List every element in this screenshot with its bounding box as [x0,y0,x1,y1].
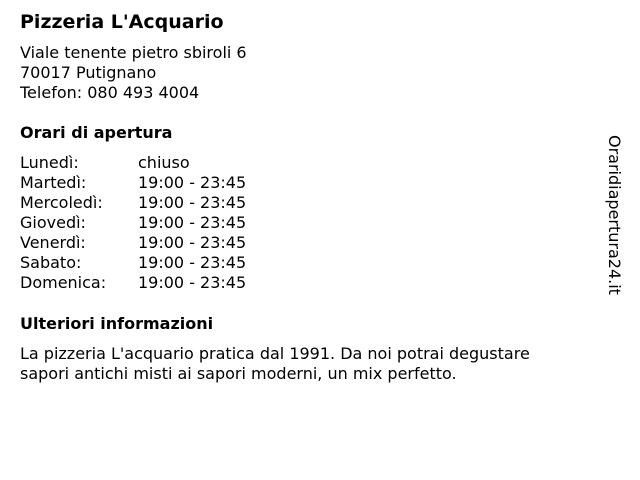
day-label: Giovedì: [20,213,86,232]
day-label: Mercoledì: [20,193,103,212]
business-name: Pizzeria L'Acquario [20,11,224,33]
day-label: Domenica: [20,273,107,292]
day-label: Lunedì: [20,153,79,172]
hours-row [20,193,246,213]
hours-row [20,213,246,233]
hours-value: 19:00 - 23:45 [138,273,247,292]
city-line: 70017 Putignano [20,63,157,82]
hours-value: chiuso [138,153,190,172]
hours-value: 19:00 - 23:45 [138,173,247,192]
hours-row [20,253,246,273]
hours-value: 19:00 - 23:45 [138,213,247,232]
info-heading: Ulteriori informazioni [20,314,214,333]
day-label: Venerdì: [20,233,86,252]
phone-line: Telefon: 080 493 4004 [20,83,200,102]
address-block [20,43,247,103]
hours-heading: Orari di apertura [20,123,173,142]
hours-value: 19:00 - 23:45 [138,233,247,252]
hours-value: 19:00 - 23:45 [138,193,247,212]
day-label: Sabato: [20,253,82,272]
hours-row [20,153,246,173]
hours-table [20,153,246,293]
info-text: La pizzeria L'acquario pratica dal 1991. Da noi potrai degustare sapori antichi misti ai sapori moderni, un mix perfetto. [20,344,530,383]
hours-row [20,273,246,293]
hours-row [20,173,246,193]
day-label: Martedì: [20,173,87,192]
hours-row [20,233,246,253]
hours-value: 19:00 - 23:45 [138,253,247,272]
street-address: Viale tenente pietro sbiroli 6 [20,43,247,62]
brand-watermark: Oraridiapertura24.it [605,135,624,295]
